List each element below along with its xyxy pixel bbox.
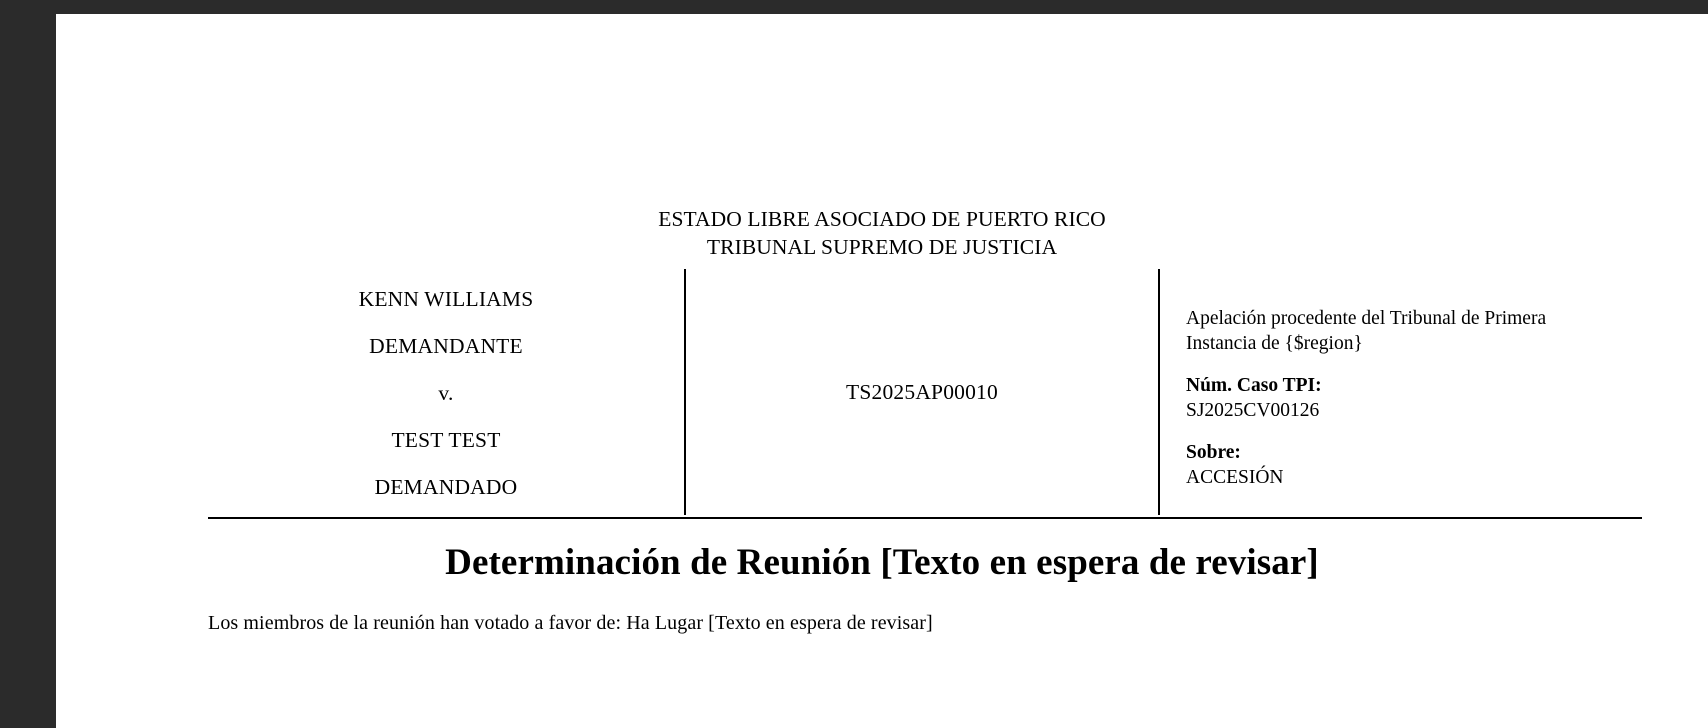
caption-parties <box>208 269 686 515</box>
caption-case-number-cell <box>686 269 1158 515</box>
subject-matter <box>1186 441 1642 491</box>
plaintiff-role: DEMANDANTE <box>369 334 523 358</box>
defendant-role: DEMANDADO <box>374 475 518 499</box>
tpi-case-label: Núm. Caso TPI: <box>1186 374 1322 396</box>
plaintiff-name: KENN WILLIAMS <box>358 287 534 311</box>
document-title: Determinación de Reunión [Texto en espera de revisar] <box>445 542 1319 583</box>
origin-court-line-2: Instancia de {$region} <box>1186 332 1363 354</box>
caption-details <box>1158 269 1642 515</box>
subject-matter-value: ACCESIÓN <box>1186 466 1284 488</box>
caption-bottom-rule <box>208 517 1642 519</box>
subject-matter-label: Sobre: <box>1186 441 1241 463</box>
versus-label: v. <box>438 381 454 405</box>
case-number: TS2025AP00010 <box>846 379 998 404</box>
court-header-line-2: TRIBUNAL SUPREMO DE JUSTICIA <box>706 234 1058 259</box>
origin-court-line-1: Apelación procedente del Tribunal de Primera <box>1186 308 1547 329</box>
document-page <box>56 14 1708 728</box>
origin-court <box>1186 307 1642 357</box>
document-body-paragraph: Los miembros de la reunión han votado a favor de: Ha Lugar [Texto en espera de revisar] <box>208 612 933 634</box>
court-header <box>56 206 1708 261</box>
tpi-case-value: SJ2025CV00126 <box>1186 399 1320 421</box>
court-header-line-1: ESTADO LIBRE ASOCIADO DE PUERTO RICO <box>658 207 1106 231</box>
tpi-case <box>1186 374 1642 424</box>
defendant-name: TEST TEST <box>391 428 501 452</box>
case-caption <box>208 269 1642 519</box>
